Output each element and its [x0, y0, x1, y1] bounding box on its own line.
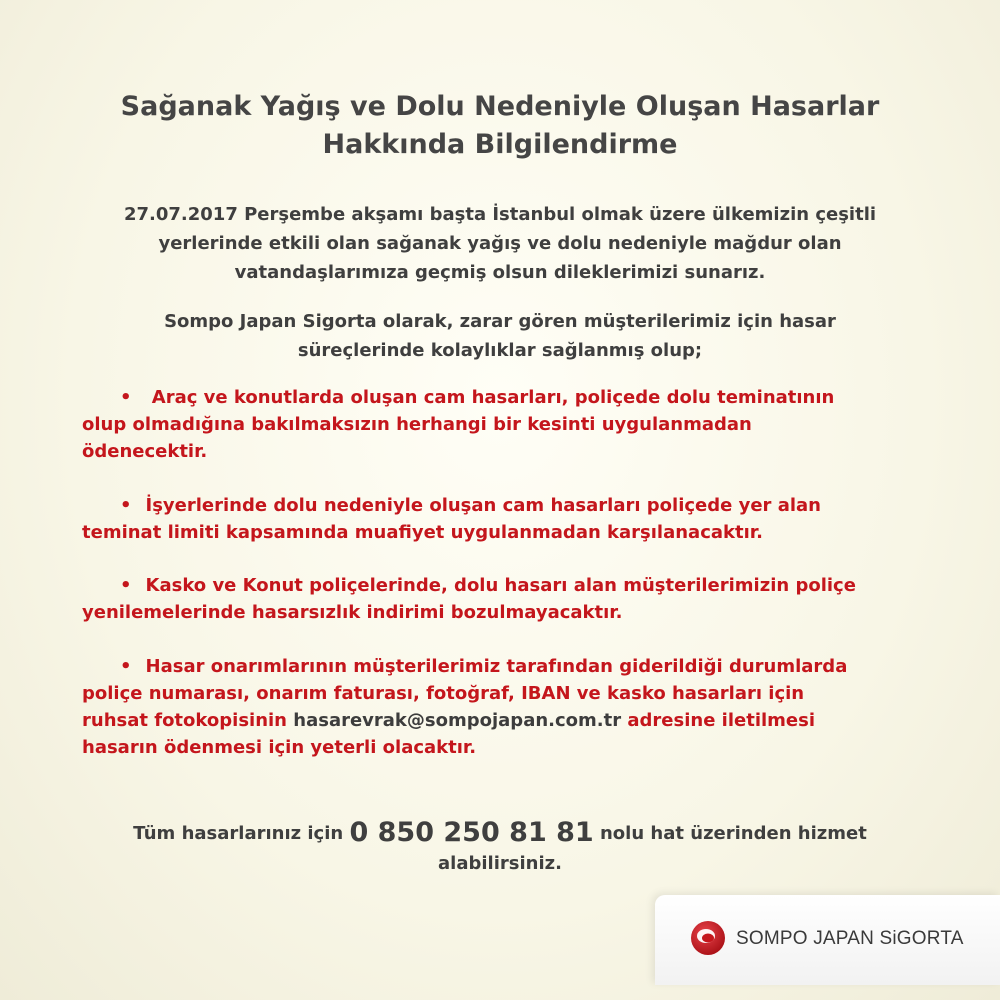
- intro-line-3: vatandaşlarımıza geçmiş olsun dileklerimizi sunarız.: [234, 262, 766, 283]
- phone-number: 0 850 250 81 81: [349, 817, 594, 848]
- bullet-text: yenilemelerinde hasarsızlık indirimi bozulmayacaktır.: [82, 602, 623, 623]
- title-line-1: Sağanak Yağış ve Dolu Nedeniyle Oluşan Hasarlar: [120, 91, 880, 122]
- bullet-dot: •: [120, 575, 132, 596]
- sompo-logo-icon: [690, 920, 726, 956]
- bullet-dot: •: [120, 387, 132, 408]
- bullet-text: Araç ve konutlarda oluşan cam hasarları, poliçede dolu teminatının: [145, 387, 835, 408]
- intro-paragraph: [70, 200, 930, 287]
- intro-line-2: yerlerinde etkili olan sağanak yağış ve dolu nedeniyle mağdur olan: [158, 233, 842, 254]
- bullet-item-repair-documents: [82, 653, 942, 761]
- contact-footer: [40, 818, 960, 879]
- bullet-dot: •: [120, 656, 132, 677]
- bullet-item-glass-damage: [82, 384, 942, 465]
- intro-line-1: 27.07.2017 Perşembe akşamı başta İstanbul olmak üzere ülkemizin çeşitli: [123, 204, 877, 225]
- sompo-paragraph: [70, 307, 930, 365]
- sompo-line-1: Sompo Japan Sigorta olarak, zarar gören müşterilerimiz için hasar: [164, 311, 836, 332]
- bullet-text: adresine iletilmesi: [621, 710, 816, 731]
- bullet-text: ruhsat fotokopisinin: [82, 710, 294, 731]
- bullet-text: poliçe numarası, onarım faturası, fotoğraf, IBAN ve kasko hasarları için: [82, 683, 805, 704]
- sompo-line-2: süreçlerinde kolaylıklar sağlanmış olup;: [297, 340, 703, 361]
- footer-text: alabilirsiniz.: [438, 853, 562, 874]
- title-line-2: Hakkında Bilgilendirme: [322, 129, 678, 160]
- bullet-item-workplace: [82, 492, 942, 546]
- bullet-item-no-claim-discount: [82, 572, 942, 626]
- bullet-text: Hasar onarımlarının müşterilerimiz tarafından giderildiği durumlarda: [145, 656, 848, 677]
- bullet-text: teminat limiti kapsamında muafiyet uygulanmadan karşılanacaktır.: [82, 522, 763, 543]
- bullet-text: İşyerlerinde dolu nedeniyle oluşan cam hasarları poliçede yer alan: [145, 495, 821, 516]
- bullet-text: olup olmadığına bakılmaksızın herhangi bir kesinti uygulanmadan: [82, 414, 752, 435]
- bullet-text: Kasko ve Konut poliçelerinde, dolu hasarı alan müşterilerimizin poliçe: [145, 575, 856, 596]
- page-title: [0, 88, 1000, 164]
- footer-text: nolu hat üzerinden hizmet: [593, 823, 867, 844]
- email-address: hasarevrak@sompojapan.com.tr: [293, 710, 622, 731]
- footer-text: Tüm hasarlarınız için: [133, 823, 350, 844]
- bullet-dot: •: [120, 495, 132, 516]
- company-logo-text: SOMPO JAPAN SiGORTA: [736, 928, 964, 949]
- bullet-text: ödenecektir.: [82, 441, 208, 462]
- bullet-text: hasarın ödenmesi için yeterli olacaktır.: [82, 737, 477, 758]
